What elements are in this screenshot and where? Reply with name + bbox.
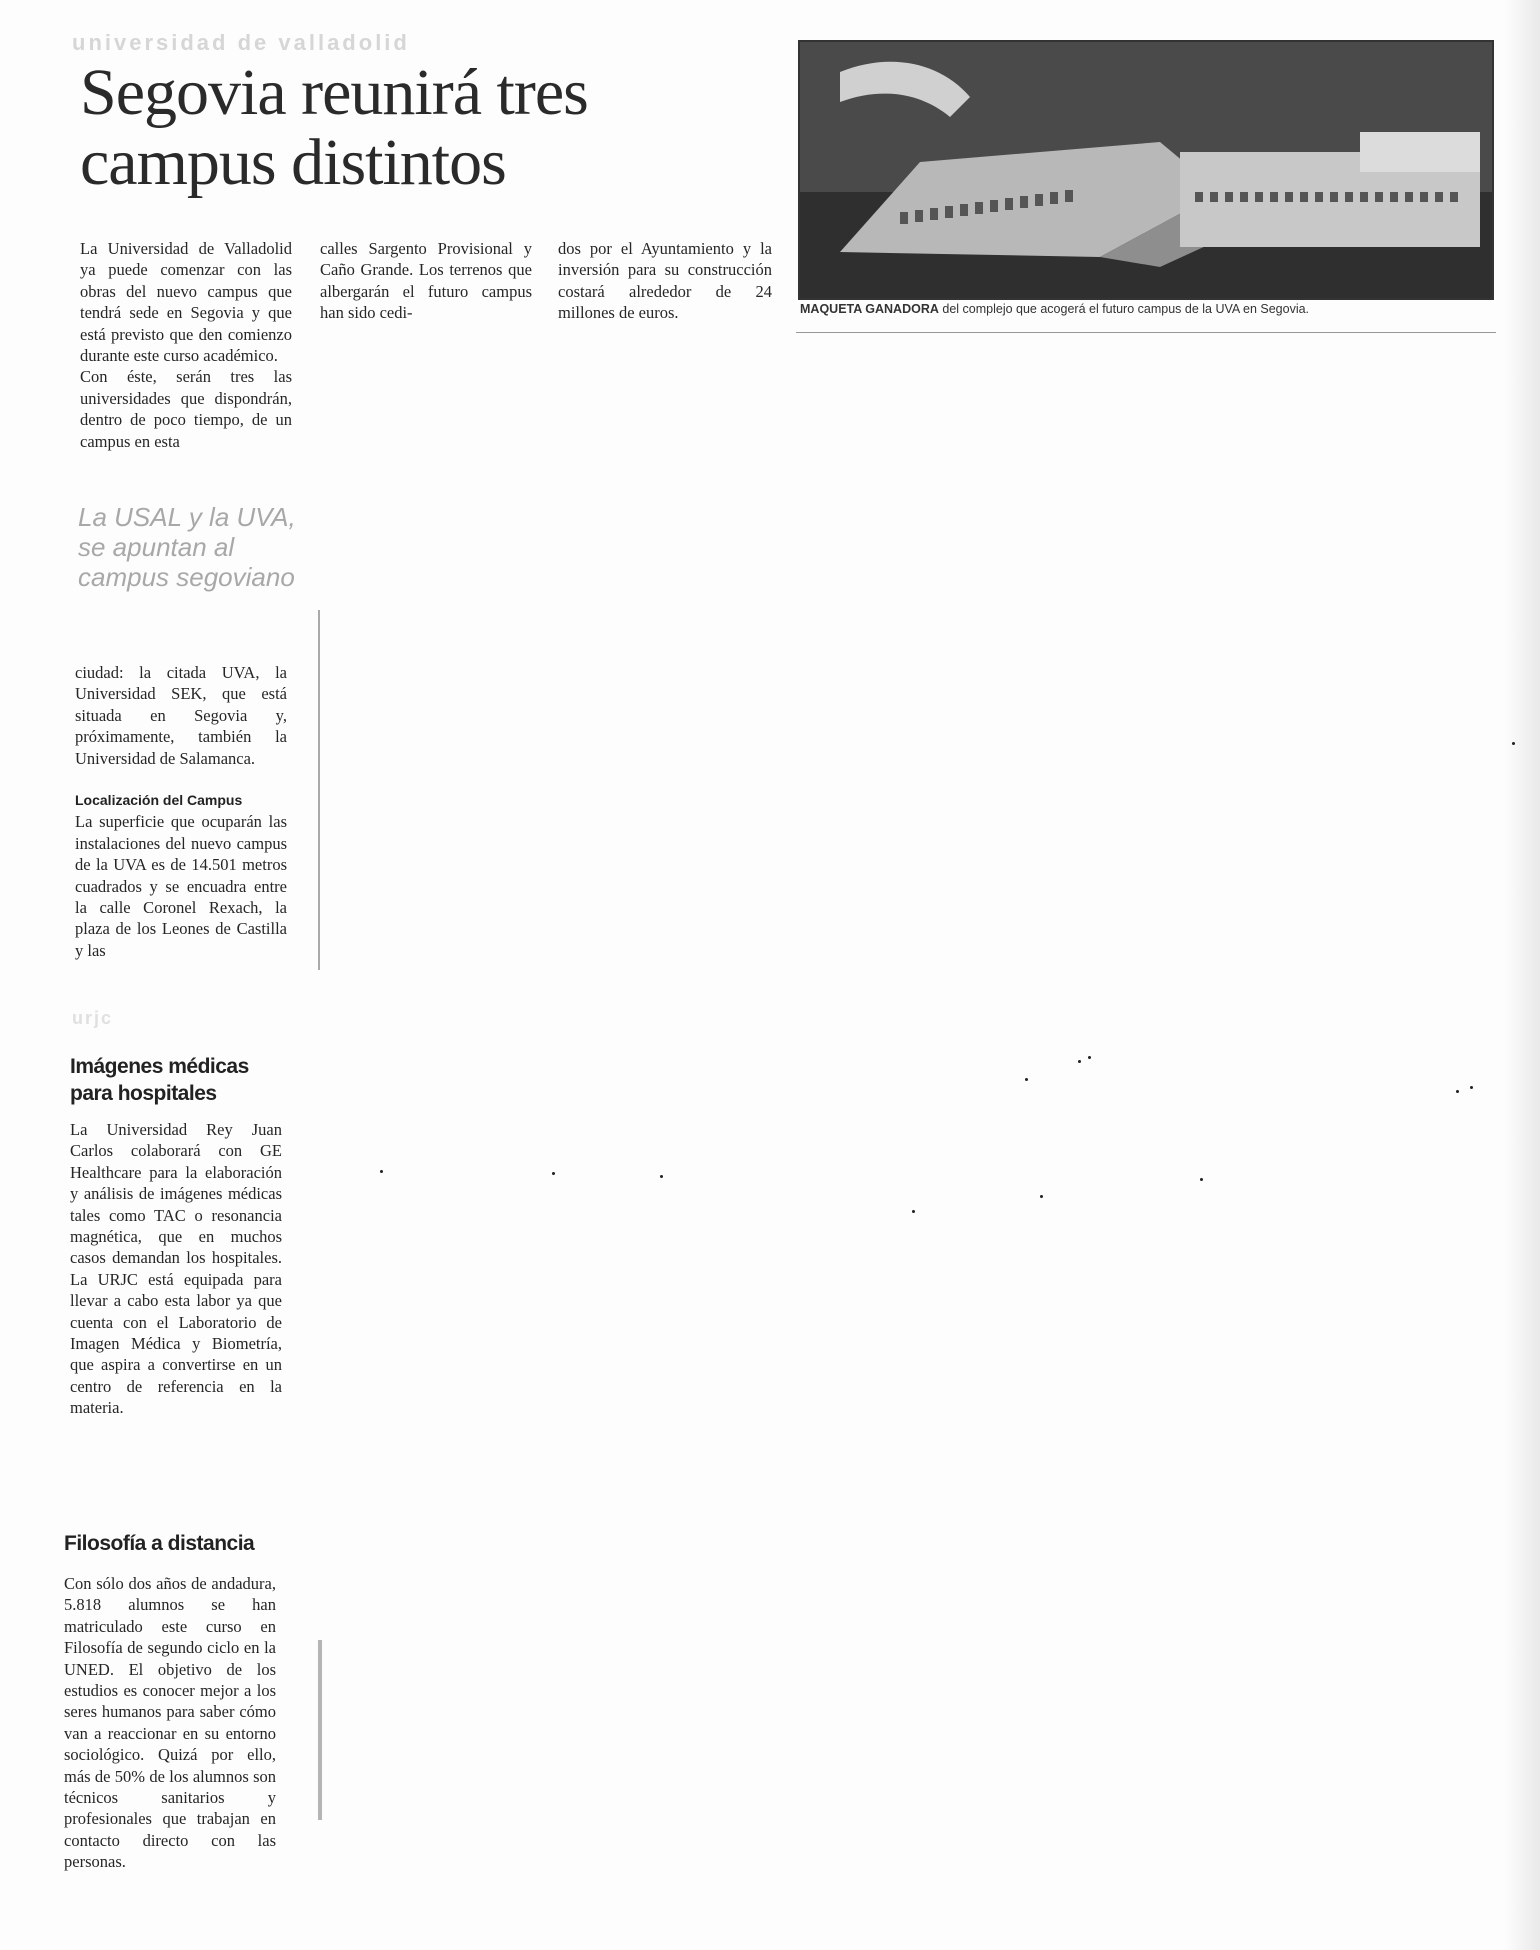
model-photo — [798, 40, 1494, 300]
continued-paragraph: ciudad: la citada UVA, la Universidad SEK, que está situada en Segovia y, próximamente, también la Universidad de Salamanca. — [75, 663, 287, 768]
subhead-localizacion: Localización del Campus — [75, 792, 243, 808]
localizacion-section — [75, 790, 287, 961]
scan-edge-shade — [1505, 0, 1540, 1950]
brief-1-heading: Imágenes médicas para hospitales — [70, 1055, 249, 1105]
section-tag: universidad de valladolid — [72, 30, 410, 55]
caption-text: del complejo que acogerá el futuro campus de la UVA en Segovia. — [938, 302, 1310, 316]
intro-paragraph-2: Con éste, serán tres las universidades que dispondrán, dentro de poco tiempo, de un campus en esta — [80, 367, 292, 451]
brief-2-heading: Filosofía a distancia — [64, 1532, 255, 1555]
caption-bold: MAQUETA GANADORA — [800, 302, 939, 316]
column-rule-top — [318, 610, 320, 970]
article-column-1-continued — [75, 662, 287, 769]
pull-quote: La USAL y la UVA, se apuntan al campus segoviano — [78, 502, 296, 592]
intro-paragraph: La Universidad de Valladolid ya puede comenzar con las obras del nuevo campus que tendrá sede en Segovia y que está previsto que den comienzo durante este curso académico. — [80, 239, 292, 366]
column-2-paragraph: calles Sargento Provisional y Caño Grande. Los terrenos que albergarán el futuro campus han sido cedi- — [320, 239, 532, 323]
brief-imagenes-medicas — [70, 1053, 288, 1419]
photo-caption — [800, 302, 1500, 316]
brief-filosofia — [64, 1530, 282, 1873]
headline: Segovia reunirá tres campus distintos — [80, 56, 588, 199]
article-column-3 — [558, 238, 772, 324]
localizacion-paragraph: La superficie que ocuparán las instalaciones del nuevo campus de la UVA es de 14.501 metros cuadrados y se encuadra entre la calle Coronel Rexach, la plaza de los Leones de Castilla y las — [75, 812, 287, 960]
brief-1-text: La Universidad Rey Juan Carlos colaborará con GE Healthcare para la elaboración y análisis de imágenes médicas tales como TAC o resonancia magnética, que en muchos casos demandan los hospitales. La URJC está equipada para llevar a cabo esta labor ya que cuenta con el Laboratorio de Imagen Médica y Biometría, que aspira a convertirse en un centro de referencia en la materia. — [70, 1120, 282, 1418]
article-column-1 — [80, 238, 292, 452]
column-rule-bottom — [318, 1640, 322, 1820]
caption-rule — [796, 332, 1496, 333]
urjc-tag: urjc — [72, 1008, 114, 1028]
article-column-2 — [320, 238, 532, 324]
column-3-paragraph: dos por el Ayuntamiento y la inversión para su construcción costará alrededor de 24 millones de euros. — [558, 239, 772, 323]
building-model-illustration — [800, 42, 1492, 298]
brief-2-text: Con sólo dos años de andadura, 5.818 alumnos se han matriculado este curso en Filosofía de segundo ciclo en la UNED. El objetivo de los estudios es conocer mejor a los seres humanos para saber cómo van a reaccionar en su entorno sociológico. Quizá por ello, más de 50% de los alumnos son técnicos sanitarios y profesionales que trabajan en contacto directo con las personas. — [64, 1574, 276, 1872]
